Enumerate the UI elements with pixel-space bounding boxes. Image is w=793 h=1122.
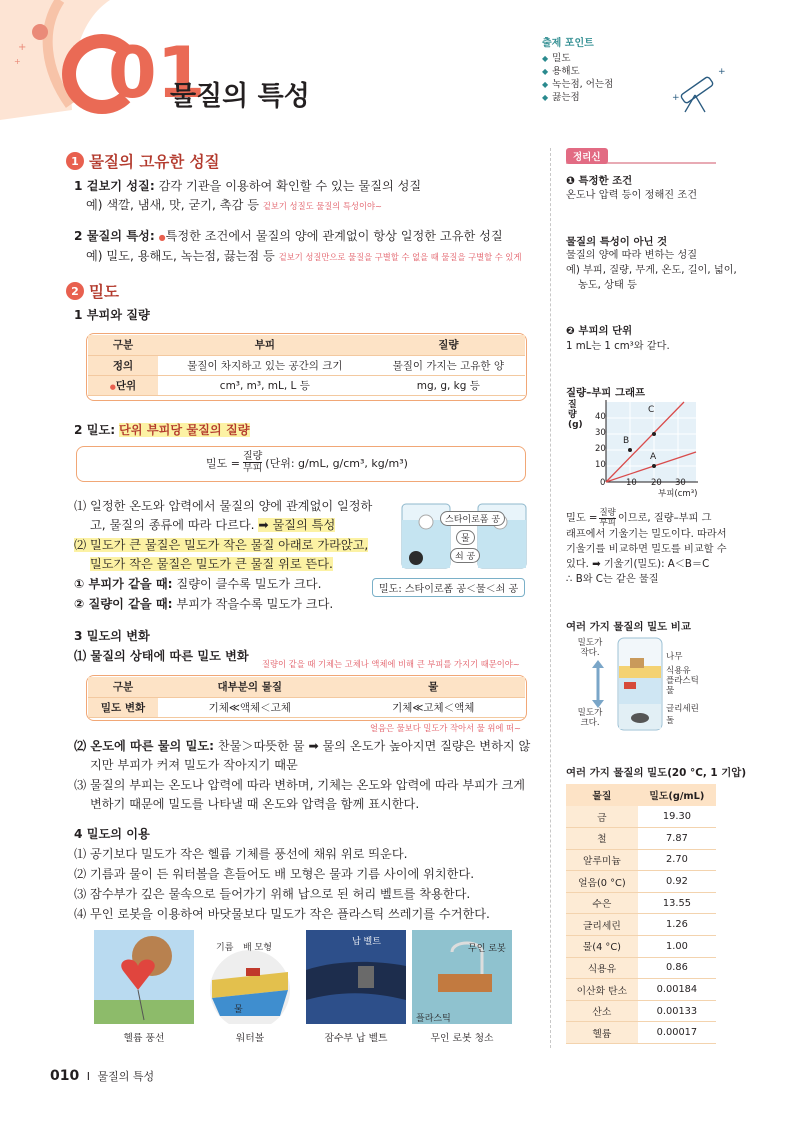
sec1-line-3: 2 물질의 특성: ●특정한 조건에서 물질의 양에 관계없이 항상 일정한 고유한 성질 <box>74 229 503 243</box>
para-6b: 지만 부피가 커져 밀도가 작아지기 때문 <box>90 758 298 772</box>
graph-xtick: 10 <box>626 478 637 488</box>
graph-x-label: 부피(cm³) <box>658 489 698 499</box>
label-water: 물 <box>456 530 475 545</box>
section-number-badge: 2 <box>66 282 84 300</box>
telescope-icon <box>670 60 730 115</box>
side-text: 온도나 압력 등이 정해진 조건 <box>566 190 698 201</box>
cyl-top-label: 밀도가 작다. <box>577 638 603 658</box>
caption-waterball: 워터볼 <box>235 1033 265 1044</box>
point-item: ◆ 밀도 <box>542 53 571 64</box>
side-heading-condition: ❶ 특정한 조건 <box>566 175 633 187</box>
substance-cell: 이산화 탄소 <box>566 979 638 1001</box>
table-row <box>566 828 716 850</box>
use-3: ⑶ 잠수부가 깊은 물속으로 들어가기 위해 납으로 된 허리 벨트를 착용한다. <box>74 887 471 901</box>
section-2-heading <box>66 280 119 302</box>
svg-text:+: + <box>14 57 21 66</box>
density-formula: 밀도 = 질량 부피 (단위: g/mL, g/cm³, kg/m³) <box>206 451 408 474</box>
density-cell: 0.00133 <box>638 1000 716 1022</box>
graph-xtick: 20 <box>651 478 662 488</box>
density-cell: 13.55 <box>638 892 716 914</box>
point-item: ◆ 용해도 <box>542 66 580 77</box>
sidebar-divider <box>550 148 551 1048</box>
use-1: ⑴ 공기보다 밀도가 작은 헬륨 기체를 풍선에 채워 위로 띄운다. <box>74 847 408 861</box>
table-row <box>566 871 716 893</box>
page-title: 물질의 특성 <box>170 81 310 112</box>
para-1b: 고, 물질의 종류에 따라 다르다. ➡ 물질의 특성 <box>90 518 336 532</box>
side-heading-density-compare: 여러 가지 물질의 밀도 비교 <box>566 621 691 633</box>
substance-cell: 얼음(0 °C) <box>566 871 638 893</box>
sub-heading-volume-mass: 1 부피와 질량 <box>74 308 150 322</box>
substance-cell: 철 <box>566 828 638 850</box>
cyl-item: 글리세린 <box>666 704 699 714</box>
caption-robot: 무인 로봇 청소 <box>430 1033 494 1044</box>
substance-cell: 수은 <box>566 892 638 914</box>
label-robot: 무인 로봇 <box>468 944 506 954</box>
handwritten-note: 얼음은 물보다 밀도가 작아서 물 위에 떠~ <box>370 723 522 733</box>
side-heading-volume-unit: ❷ 부피의 단위 <box>566 325 633 337</box>
label-plastic: 플라스틱 <box>416 1014 451 1024</box>
volume-mass-table: 구분 부피 질량 정의 물질이 차지하고 있는 공간의 크기 물질이 가지는 고유한 양 ●단위 cm³, m³, mL, L 등 mg, g, kg 등 <box>88 335 525 396</box>
label-boat: 배 모형 <box>243 943 272 953</box>
diamond-icon: ◆ <box>542 54 549 63</box>
page-footer: 010 I 물질의 특성 <box>50 1068 155 1084</box>
table-row <box>566 892 716 914</box>
density-cell: 7.87 <box>638 828 716 850</box>
point-item: ◆ 녹는점, 어는점 <box>542 79 614 90</box>
diamond-icon: ◆ <box>542 67 549 76</box>
chapter-number: 01 <box>108 32 206 114</box>
para-2a: ⑵ 밀도가 큰 물질은 밀도가 작은 물질 아래로 가라앉고, <box>74 538 369 552</box>
side-text: 있다. ➡ 기울기(밀도): A＜B＝C <box>566 559 710 570</box>
points-heading: 출제 포인트 <box>542 38 594 49</box>
side-heading-not-property: 물질의 특성이 아닌 것 <box>566 236 668 248</box>
use-2: ⑵ 기름과 물이 든 워터볼을 흔들어도 배 모형은 물과 기름 사이에 위치한다. <box>74 867 475 881</box>
cyl-bottom-label: 밀도가 크다. <box>577 708 603 728</box>
substance-cell: 글리세린 <box>566 914 638 936</box>
density-cell: 2.70 <box>638 849 716 871</box>
beaker-caption: 밀도: 스타이로폼 공＜물＜쇠 공 <box>372 578 525 597</box>
density-definition: 2 밀도: 단위 부피당 물질의 질량 <box>74 423 250 437</box>
side-text: 물질의 양에 따라 변하는 성질 <box>566 250 698 261</box>
side-heading-density-table: 여러 가지 물질의 밀도(20 °C, 1 기압) <box>566 767 747 779</box>
state-density-table: 구분 대부분의 물질 물 밀도 변화 기체≪액체＜고체 기체≪고체＜액체 <box>88 677 525 718</box>
side-formula-line: 밀도 = 질량 부피 이므로, 질량–부피 그 <box>566 508 712 528</box>
substance-cell: 물(4 °C) <box>566 936 638 958</box>
sec1-line-2: 예) 색깔, 냄새, 맛, 굳기, 촉감 등 겉보기 성질도 물질의 특성이야~ <box>86 198 382 212</box>
section-1-heading <box>66 150 220 172</box>
substance-cell: 헬륨 <box>566 1022 638 1044</box>
footer-title: 물질의 특성 <box>97 1070 155 1083</box>
sec1-line-4: 예) 밀도, 용해도, 녹는점, 끓는점 등 겉보기 성질만으로 물질을 구별할 수 없을 때 물질을 구별할 수 있게 <box>86 249 522 263</box>
density-cell: 0.00017 <box>638 1022 716 1044</box>
substance-cell: 금 <box>566 806 638 828</box>
graph-ytick: 10 <box>595 460 606 470</box>
graph-ytick: 20 <box>595 444 606 454</box>
svg-text:+: + <box>18 42 27 53</box>
page-number: 010 <box>50 1068 80 1084</box>
table-row: 정의 물질이 차지하고 있는 공간의 크기 물질이 가지는 고유한 양 <box>88 355 525 375</box>
graph-line-label: A <box>650 452 657 462</box>
label-belt: 납 벨트 <box>352 937 381 947</box>
section-title: 물질의 고유한 성질 <box>89 153 220 171</box>
density-cell: 19.30 <box>638 806 716 828</box>
graph-ytick: 40 <box>595 412 606 422</box>
table-row <box>566 1022 716 1044</box>
substance-cell: 산소 <box>566 1000 638 1022</box>
table-row <box>566 936 716 958</box>
sub-heading-density-change: 3 밀도의 변화 <box>74 629 150 643</box>
para-2b: 밀도가 작은 물질은 밀도가 큰 물질 위로 뜬다. <box>90 557 333 571</box>
cyl-item: 나무 <box>666 652 683 662</box>
para-3: ① 부피가 같을 때: 질량이 클수록 밀도가 크다. <box>74 577 322 591</box>
handwritten-note: 질량이 같을 때 기체는 고체나 액체에 비해 큰 부피를 가지기 때문이야~ <box>262 659 520 669</box>
cyl-item: 식용유 <box>666 666 691 676</box>
density-cell: 0.00184 <box>638 979 716 1001</box>
use-4: ⑷ 무인 로봇을 이용하여 바닷물보다 밀도가 작은 플라스틱 쓰레기를 수거한다. <box>74 907 490 921</box>
table-row <box>566 806 716 828</box>
cyl-item: 돌 <box>666 716 675 726</box>
table-row <box>566 1000 716 1022</box>
svg-text:+: + <box>672 93 680 103</box>
section-title: 밀도 <box>89 283 119 301</box>
sidebar-badge: 정리신 <box>566 148 608 164</box>
table-row <box>566 849 716 871</box>
handwritten-note: 겉보기 성질도 물질의 특성이야~ <box>262 201 382 211</box>
para-1a: ⑴ 일정한 온도와 압력에서 물질의 양에 관계없이 일정하 <box>74 499 373 513</box>
para-5: ⑴ 물질의 상태에 따른 밀도 변화 <box>74 649 249 663</box>
para-7a: ⑶ 물질의 부피는 온도나 압력에 따라 변하며, 기체는 온도와 압력에 따라 부피가 크게 <box>74 778 526 792</box>
substance-cell: 식용유 <box>566 957 638 979</box>
density-cell: 0.92 <box>638 871 716 893</box>
label-oil: 기름 <box>216 943 234 953</box>
sub-heading-density-use: 4 밀도의 이용 <box>74 827 150 841</box>
side-text: 농도, 상태 등 <box>578 280 637 291</box>
side-text: 기울기를 비교하면 밀도를 비교할 수 <box>566 544 727 555</box>
side-text: 1 mL는 1 cm³와 같다. <box>566 341 670 352</box>
table-row <box>566 914 716 936</box>
density-cell: 1.26 <box>638 914 716 936</box>
density-cell: 0.86 <box>638 957 716 979</box>
para-4: ② 질량이 같을 때: 부피가 작을수록 밀도가 크다. <box>74 597 334 611</box>
graph-line-label: B <box>623 436 630 446</box>
graph-ytick: 30 <box>595 428 606 438</box>
side-heading-graph: 질량–부피 그래프 <box>566 387 646 399</box>
svg-text:+: + <box>718 67 726 77</box>
graph-xtick: 30 <box>675 478 686 488</box>
cyl-item: 플라스틱 <box>666 676 699 686</box>
table-row <box>566 979 716 1001</box>
label-foam-ball: 스타이로폼 공 <box>440 511 505 526</box>
side-text: ∴ B와 C는 같은 물질 <box>566 574 659 585</box>
graph-y-label: 질량(g) <box>568 400 583 430</box>
para-6: ⑵ 온도에 따른 물의 밀도: 찬물＞따뜻한 물 ➡ 물의 온도가 높아지면 질량은 변하지 않 <box>74 739 531 753</box>
para-7b: 변하기 때문에 밀도를 나타낼 때 온도와 압력을 함께 표시한다. <box>90 797 420 811</box>
sec1-line-1: 1 겉보기 성질: 감각 기관을 이용하여 확인할 수 있는 물질의 성질 <box>74 179 422 193</box>
graph-xtick: 0 <box>600 478 606 488</box>
cyl-item: 물 <box>666 686 675 696</box>
point-item: ◆ 끓는점 <box>542 92 580 103</box>
table-row: 밀도 변화 기체≪액체＜고체 기체≪고체＜액체 <box>88 697 525 717</box>
label-iron-ball: 쇠 공 <box>450 548 480 563</box>
helium-balloon-image <box>94 930 194 1024</box>
caption-belt: 잠수부 납 벨트 <box>324 1033 388 1044</box>
label-water-photo: 물 <box>234 1005 243 1015</box>
graph-line-label: C <box>648 405 655 415</box>
handwritten-note: 겉보기 성질만으로 물질을 구별할 수 없을 때 물질을 구별할 수 있게 <box>278 252 522 262</box>
density-cell: 1.00 <box>638 936 716 958</box>
density-table: 물질 밀도(g/mL) 금 19.30 철 7.87 알루미늄 2.70 얼음(0 °C) 0.92 수은 13.55 글리세린 1.26 물(4 °C) 1.00 식용유 0.86 이산화 탄소 0.00184 산소 0.00133 헬륨 0.00017 <box>566 784 716 1044</box>
table-row: ●단위 cm³, m³, mL, L 등 mg, g, kg 등 <box>88 375 525 395</box>
side-text: 예) 부피, 질량, 무게, 온도, 길이, 넓이, <box>566 265 737 276</box>
diamond-icon: ◆ <box>542 80 549 89</box>
side-text: 래프에서 기울기는 밀도이다. 따라서 <box>566 529 727 540</box>
table-row <box>566 957 716 979</box>
caption-helium: 헬륨 풍선 <box>123 1033 165 1044</box>
substance-cell: 알루미늄 <box>566 849 638 871</box>
diamond-icon: ◆ <box>542 93 549 102</box>
section-number-badge: 1 <box>66 152 84 170</box>
